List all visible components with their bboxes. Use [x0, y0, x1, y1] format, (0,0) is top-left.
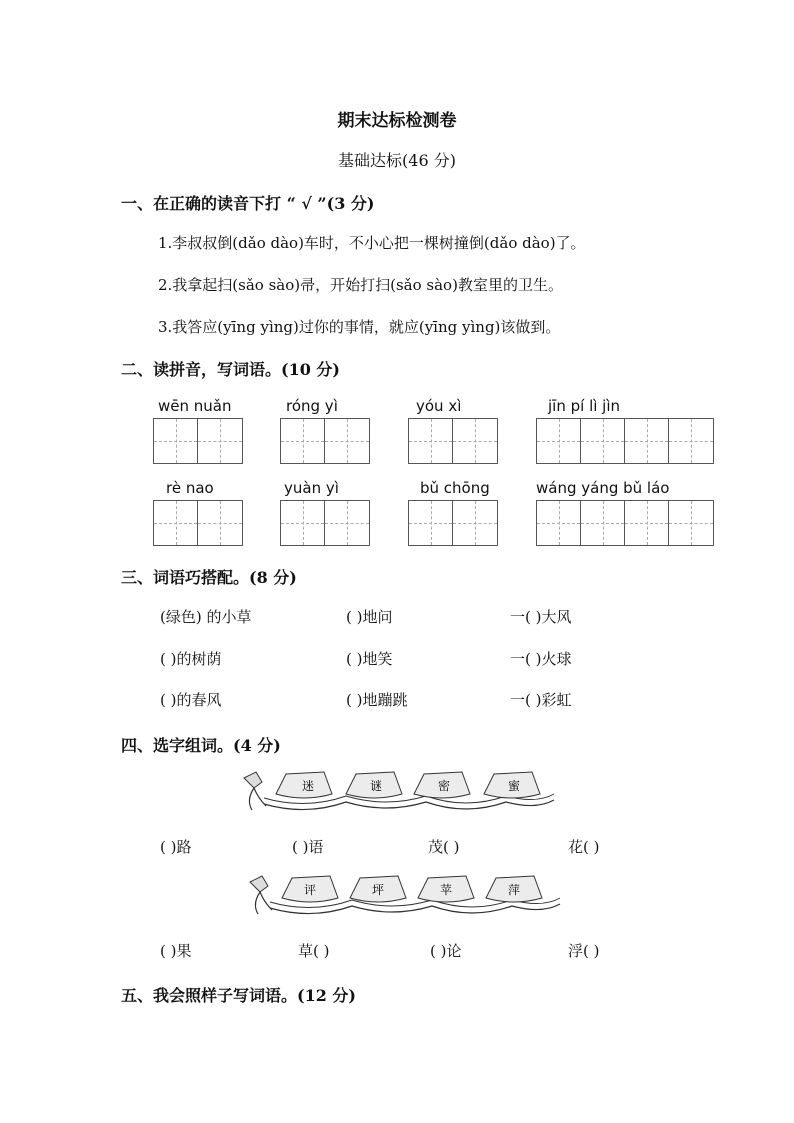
writing-grid-5[interactable] — [153, 500, 243, 546]
match-2-3: 一( )火球 — [510, 650, 572, 668]
section1-line-3: 3.我答应(yīng yìng)过你的事情，就应(yīng yìng)该做到。 — [158, 318, 561, 336]
match-2-1: ( )的树荫 — [160, 650, 222, 668]
compose-2-4: 浮( ) — [568, 942, 600, 960]
char-choice-4: 蜜 — [508, 779, 521, 793]
section3-heading: 三、词语巧搭配。(8 分) — [121, 568, 297, 587]
writing-grid-4[interactable] — [536, 418, 714, 464]
writing-grid-1[interactable] — [153, 418, 243, 464]
pinyin-7: bǔ chōng — [420, 479, 490, 497]
match-3-2: ( )地蹦跳 — [346, 691, 408, 709]
section1-line-2: 2.我拿起扫(sǎo sào)帚，开始打扫(sǎo sào)教室里的卫生。 — [158, 276, 563, 294]
page-subtitle: 基础达标(46 分) — [338, 151, 456, 170]
flower-icon — [244, 772, 266, 810]
pinyin-4: jīn pí lì jìn — [548, 397, 621, 415]
char-choice-6: 坪 — [372, 883, 385, 897]
compose-1-3: 茂( ) — [428, 838, 460, 856]
section1-heading: 一、在正确的读音下打 “ √ ”(3 分) — [121, 194, 375, 213]
char-choice-2: 谜 — [370, 779, 383, 793]
pinyin-8: wáng yáng bǔ láo — [536, 479, 670, 497]
compose-1-2: ( )语 — [292, 838, 324, 856]
section1-line-1: 1.李叔叔倒(dǎo dào)车时，不小心把一棵树撞倒(dǎo dào)了。 — [158, 234, 586, 252]
character-banner-1 — [236, 766, 566, 816]
char-choice-5: 评 — [304, 883, 317, 897]
section2-heading: 二、读拼音，写词语。(10 分) — [121, 360, 340, 379]
compose-1-1: ( )路 — [160, 838, 192, 856]
flower-icon — [250, 876, 272, 914]
match-3-3: 一( )彩虹 — [510, 691, 572, 709]
character-banner-2 — [242, 870, 572, 920]
compose-1-4: 花( ) — [568, 838, 600, 856]
match-1-2: ( )地问 — [346, 608, 393, 626]
pinyin-2: róng yì — [286, 397, 338, 415]
writing-grid-8[interactable] — [536, 500, 714, 546]
compose-2-1: ( )果 — [160, 942, 192, 960]
writing-grid-6[interactable] — [280, 500, 370, 546]
writing-grid-7[interactable] — [408, 500, 498, 546]
writing-grid-3[interactable] — [408, 418, 498, 464]
page-title: 期末达标检测卷 — [337, 111, 457, 131]
pinyin-5: rè nao — [166, 479, 214, 497]
section5-heading: 五、我会照样子写词语。(12 分) — [121, 986, 356, 1005]
pinyin-6: yuàn yì — [284, 479, 339, 497]
match-3-1: ( )的春风 — [160, 691, 222, 709]
pinyin-1: wēn nuǎn — [158, 397, 232, 415]
char-choice-1: 迷 — [302, 779, 315, 793]
match-2-2: ( )地笑 — [346, 650, 393, 668]
char-choice-3: 密 — [438, 779, 451, 793]
match-1-3: 一( )大风 — [510, 608, 572, 626]
section4-heading: 四、选字组词。(4 分) — [121, 736, 281, 755]
pinyin-3: yóu xì — [416, 397, 462, 415]
char-choice-7: 苹 — [440, 883, 453, 897]
compose-2-2: 草( ) — [298, 942, 330, 960]
compose-2-3: ( )论 — [430, 942, 462, 960]
char-choice-8: 萍 — [508, 883, 521, 897]
writing-grid-2[interactable] — [280, 418, 370, 464]
match-1-1: (绿色) 的小草 — [160, 608, 252, 626]
